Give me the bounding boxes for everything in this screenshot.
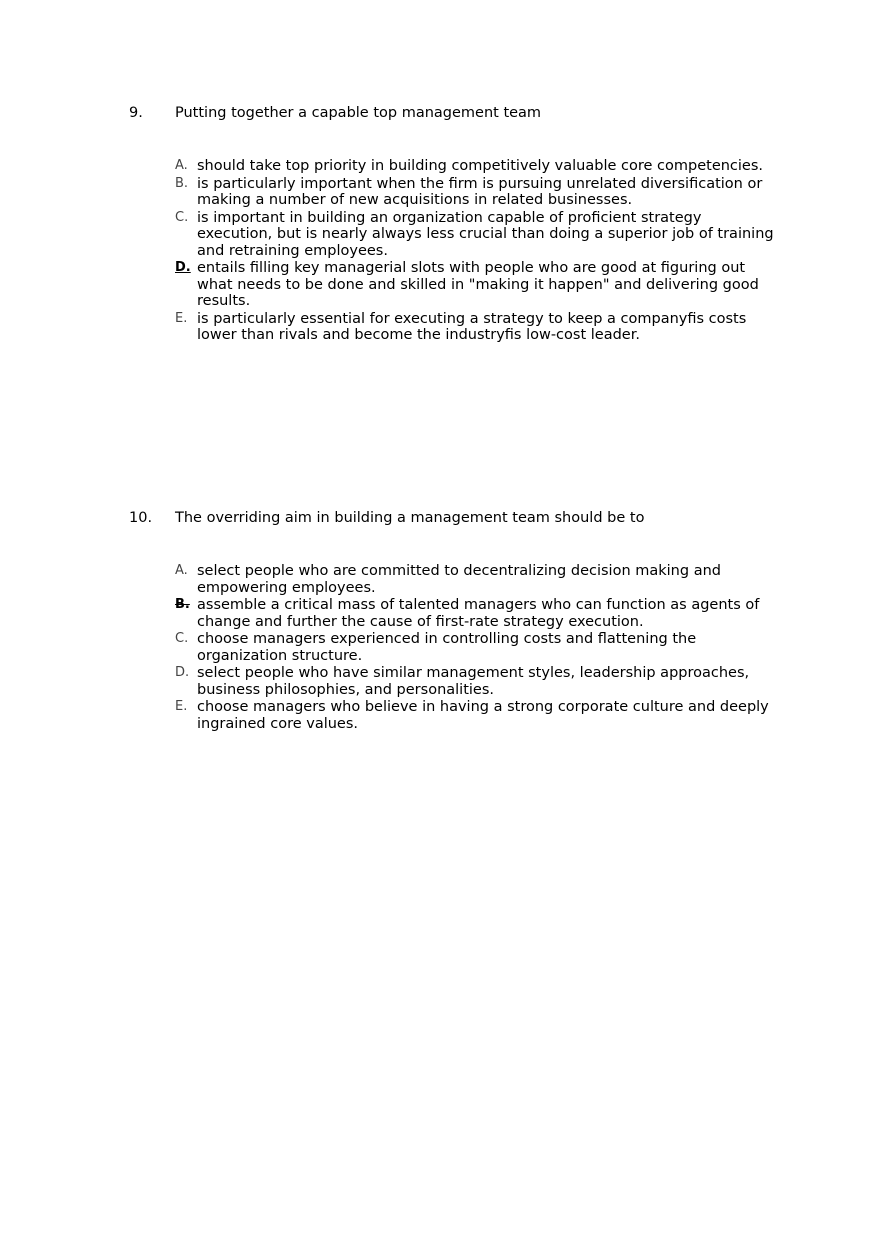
option-letter-correct: D. [175,260,191,275]
option-letter: C. [175,209,189,225]
option-d-correct-answer [175,260,775,310]
question-9 [0,104,880,343]
question-10 [0,509,880,732]
option-text: choose managers experienced in controlling costs and flattening the organization structure. [197,631,697,664]
question-text: The overriding aim in building a management team should be to [175,510,645,526]
question-header [0,104,880,122]
question-text: Putting together a capable top management team [175,105,542,121]
option-text: is important in building an organization capable of proficient strategy execution, but is nearly always less crucial than doing a superior job of training and retraining employees. [197,209,774,259]
question-header [0,509,880,527]
option-text: assemble a critical mass of talented managers who can function as agents of change and further the cause of first-rate strategy execution. [197,597,760,630]
option-text: is particularly important when the firm is pursuing unrelated diversification or making a number of new acquisitions in related businesses. [197,175,763,208]
option-a [175,563,775,596]
option-b-correct-answer [175,597,775,630]
option-text: entails filling key managerial slots with people who are good at figuring out what needs to be done and skilled in "making it happen" and delivering good results. [197,260,759,309]
question-number: 10. [129,510,153,526]
option-text: should take top priority in building competitively valuable core competencies. [197,158,764,174]
answer-options [175,563,775,733]
option-letter: B. [175,175,189,191]
option-e [175,699,775,732]
option-d [175,665,775,698]
option-text: select people who have similar management styles, leadership approaches, business philosophies, and personalities. [197,665,750,698]
option-c [175,210,775,260]
option-letter: A. [175,563,188,578]
option-a [175,158,775,175]
option-letter: D. [175,665,190,680]
option-text: is particularly essential for executing a strategy to keep a companyfis costs lower than rivals and become the industryfis low-cost leader. [197,310,747,343]
answer-options [175,158,775,345]
option-b [175,176,775,209]
option-text: select people who are committed to decentralizing decision making and empowering employees. [197,563,721,596]
option-e [175,311,775,344]
option-letter: C. [175,631,189,646]
option-letter-correct: B. [175,597,190,612]
option-letter: A. [175,158,188,173]
question-number: 9. [129,105,143,121]
option-letter: E. [175,699,188,714]
option-letter: E. [175,310,188,326]
option-c [175,631,775,664]
option-text: choose managers who believe in having a strong corporate culture and deeply ingrained core values. [197,699,769,732]
